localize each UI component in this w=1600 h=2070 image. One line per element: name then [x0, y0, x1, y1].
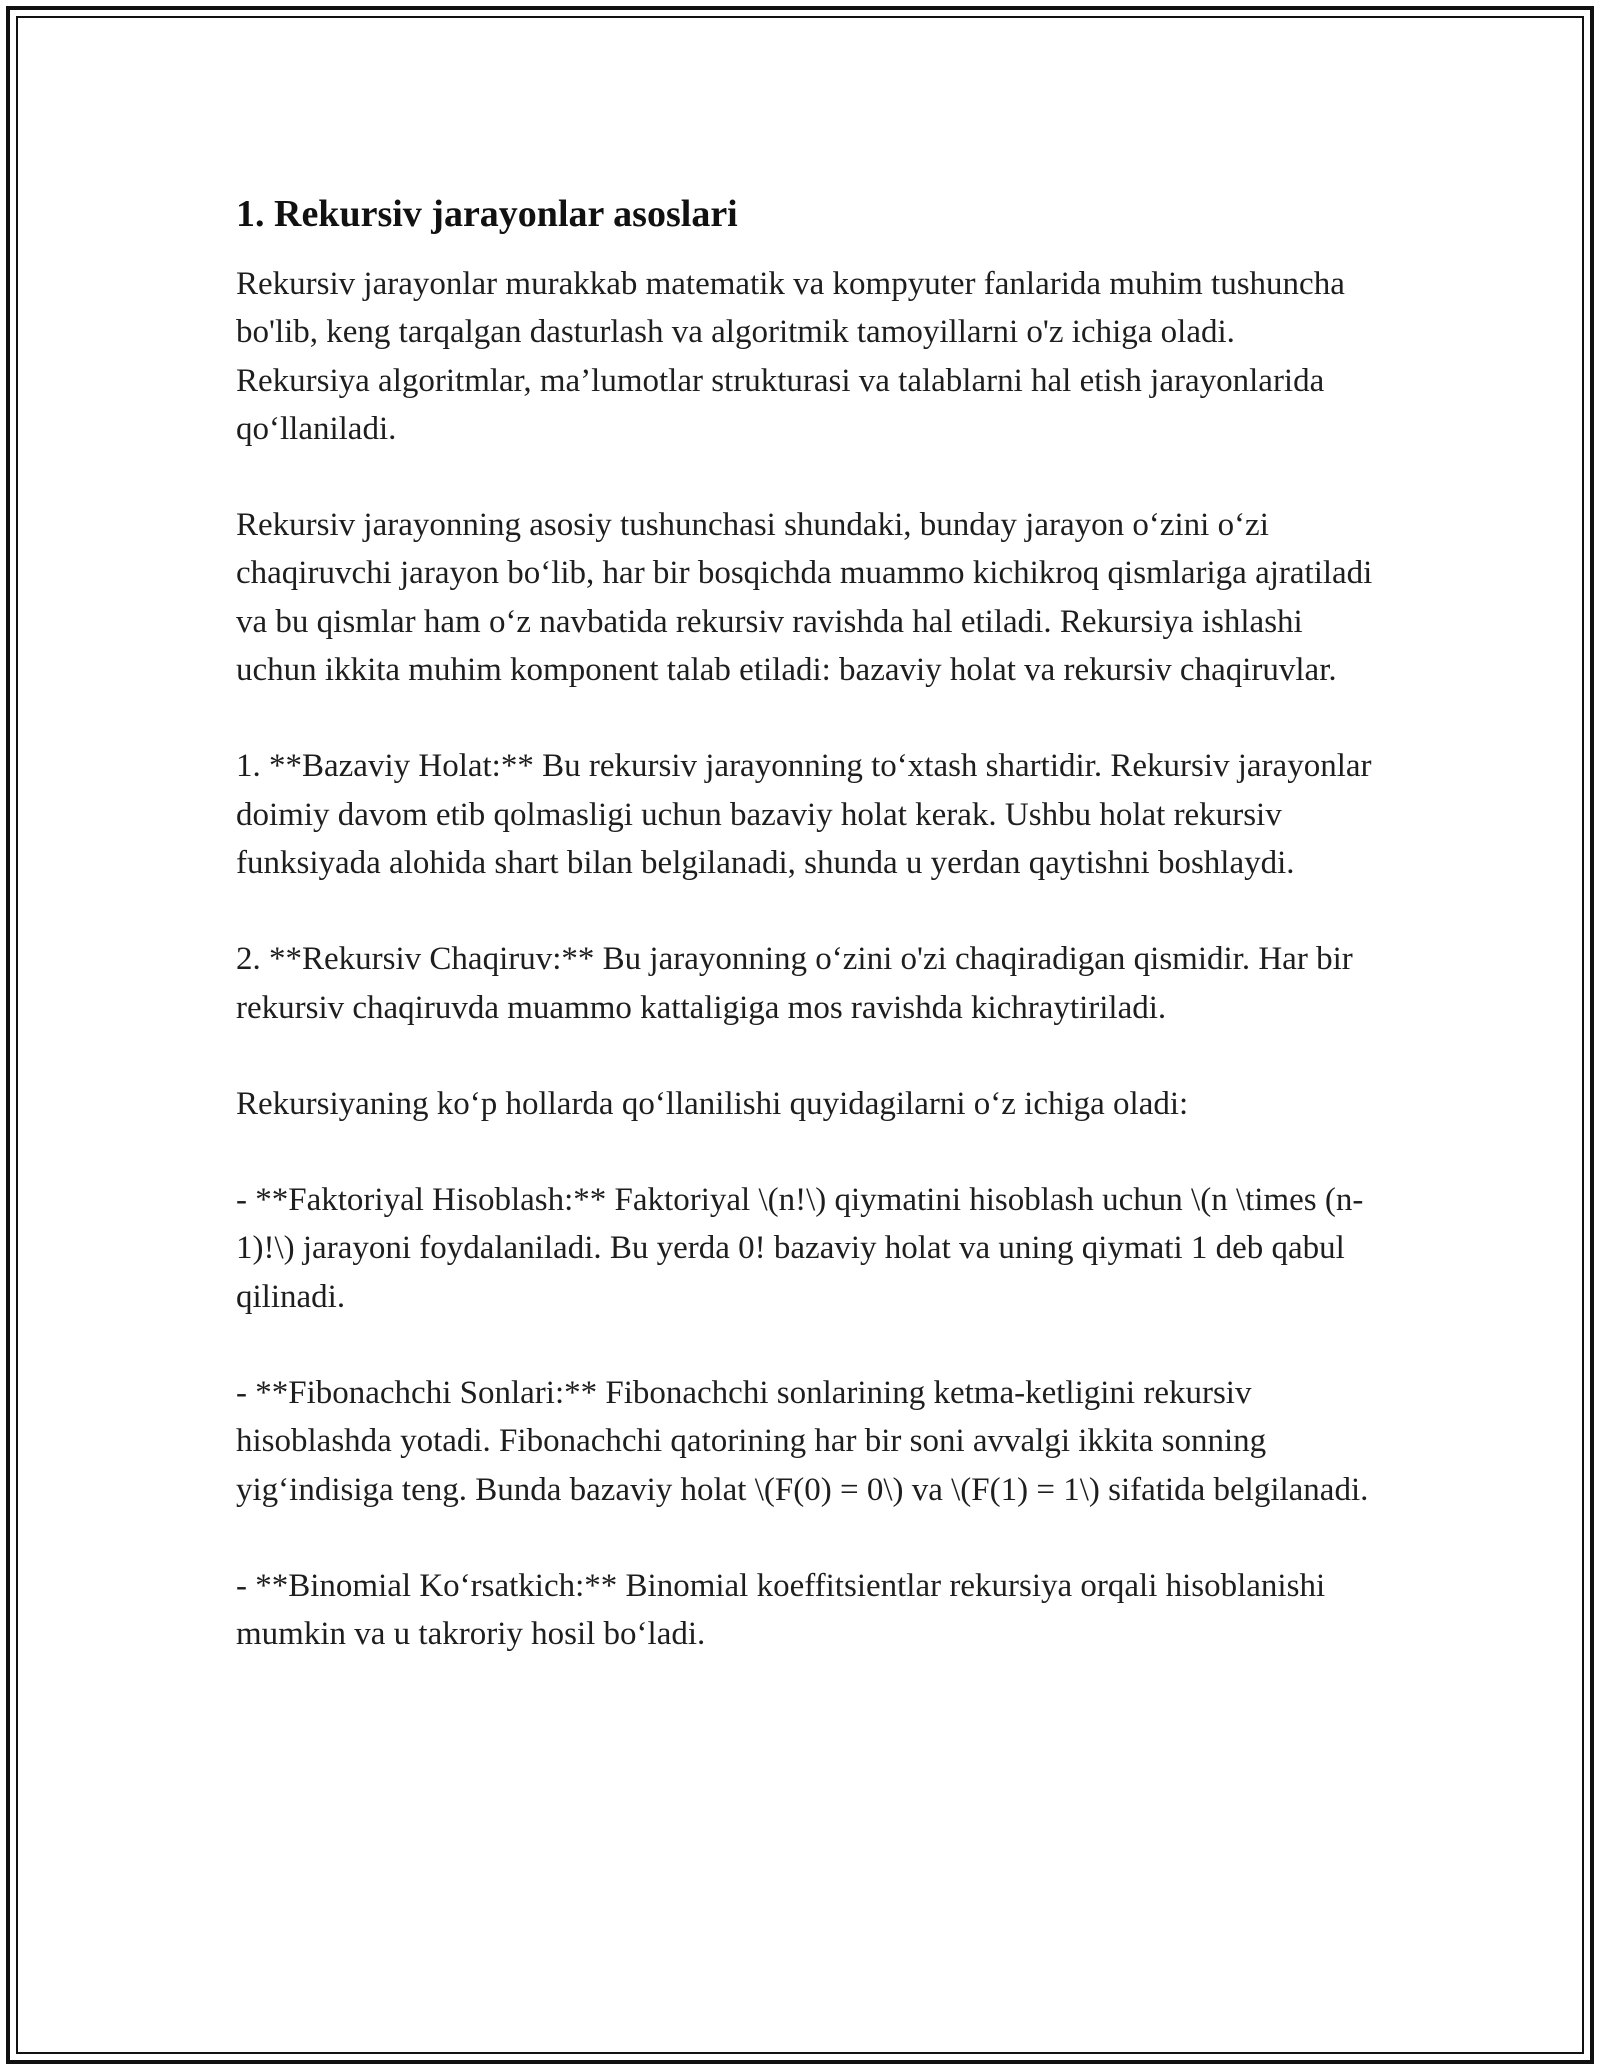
paragraph-factorial: - **Faktoriyal Hisoblash:** Faktoriyal \(n!\) qiymatini hisoblash uchun \(n \times (n-1)!\) jarayoni foydalaniladi. Bu yerda 0! bazaviy holat va uning qiymati 1 deb qabul qilinadi. — [236, 1182, 1364, 1315]
document-body — [236, 186, 1376, 1659]
paragraph-applications-intro: Rekursiyaning ko‘p hollarda qo‘llanilishi quyidagilarni o‘z ichiga oladi: — [236, 1085, 1189, 1122]
paragraph-concept: Rekursiv jarayonning asosiy tushunchasi shundaki, bunday jarayon o‘zini o‘zi chaqiruvchi jarayon bo‘lib, har bir bosqichda muammo kichikroq qismlariga ajratiladi va bu qismlar ham o‘z navbatida rekursiv ravishda hal etiladi. Rekursiya ishlashi uchun ikkita muhim komponent talab etiladi: bazaviy holat va rekursiv chaqiruvlar. — [236, 507, 1373, 689]
paragraph-binomial: - **Binomial Ko‘rsatkich:** Binomial koeffitsientlar rekursiya orqali hisoblanishi mumkin va u takroriy hosil bo‘ladi. — [236, 1567, 1326, 1653]
paragraph-base-case: 1. **Bazaviy Holat:** Bu rekursiv jarayonning to‘xtash shartidir. Rekursiv jarayonlar doimiy davom etib qolmasligi uchun bazaviy holat kerak. Ushbu holat rekursiv funksiyada alohida shart bilan belgilanadi, shunda u yerdan qaytishni boshlaydi. — [236, 748, 1372, 881]
paragraph-fibonacci: - **Fibonachchi Sonlari:** Fibonachchi sonlarining ketma-ketligini rekursiv hisoblashda yotadi. Fibonachchi qatorining har bir soni avvalgi ikkita sonning yig‘indisiga teng. Bunda bazaviy holat \(F(0) = 0\) va \(F(1) = 1\) sifatida belgilanadi. — [236, 1375, 1369, 1508]
paragraph-intro: Rekursiv jarayonlar murakkab matematik va kompyuter fanlarida muhim tushuncha bo'lib, keng tarqalgan dasturlash va algoritmik tamoyillarni o'z ichiga oladi. Rekursiya algoritmlar, ma’lumotlar strukturasi va talablarni hal etish jarayonlarida qo‘llaniladi. — [236, 266, 1345, 447]
section-heading: 1. Rekursiv jarayonlar asoslari — [236, 193, 738, 235]
paragraph-recursive-call: 2. **Rekursiv Chaqiruv:** Bu jarayonning o‘zini o'zi chaqiradigan qismidir. Har bir rekursiv chaqiruvda muammo kattaligiga mos ravishda kichraytiriladi. — [236, 941, 1353, 1026]
